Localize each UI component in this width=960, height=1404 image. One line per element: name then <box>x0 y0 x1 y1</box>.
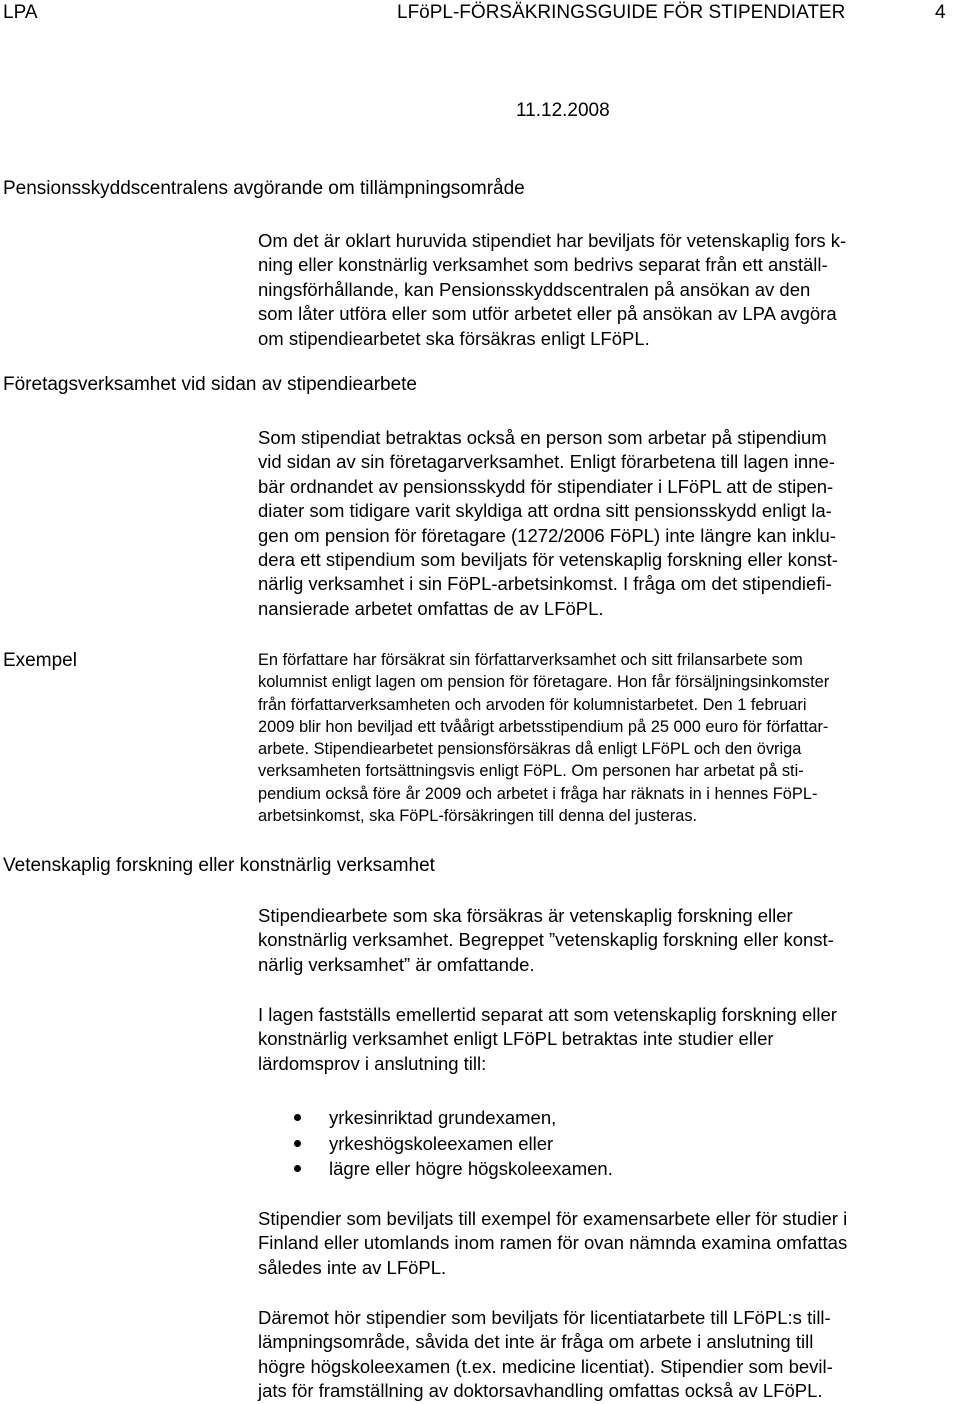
text-line: bär ordnandet av pensionsskydd för stipendiater i LFöPL att de stipen- <box>258 475 834 497</box>
text-line: lärdomsprov i anslutning till: <box>258 1052 487 1074</box>
bullet-list <box>258 1105 613 1182</box>
header-org: LPA <box>3 2 38 23</box>
section-heading-business: Företagsverksamhet vid sidan av stipendiearbete <box>3 374 418 395</box>
list-item <box>258 1156 613 1182</box>
text-line: ningsförhållande, kan Pensionsskyddscentralen på ansökan av den <box>258 278 811 300</box>
text-line: högre högskoleexamen (t.ex. medicine licentiat). Stipendier som bevil- <box>258 1355 833 1377</box>
header-date: 11.12.2008 <box>516 100 610 121</box>
bullet-icon <box>294 1114 301 1121</box>
text-line: Däremot hör stipendier som beviljats för licentiatarbete till LFöPL:s till- <box>258 1307 831 1328</box>
example-text <box>258 649 948 827</box>
text-line: Som stipendiat betraktas också en person som arbetar på stipendium <box>258 427 827 448</box>
text-line: vid sidan av sin företagarverksamhet. Enligt förarbetena till lagen inne- <box>258 451 835 473</box>
text-line: konstnärlig verksamhet enligt LFöPL betraktas inte studier eller <box>258 1028 774 1050</box>
paragraph-business <box>258 426 948 621</box>
text-line: närlig verksamhet” är omfattande. <box>258 953 535 975</box>
text-line: ning eller konstnärlig verksamhet som bedrivs separat från ett anställ- <box>258 254 828 276</box>
example-heading: Exempel <box>3 650 77 671</box>
paragraph-research-4 <box>258 1306 948 1404</box>
text-line: Om det är oklart huruvida stipendiet har beviljats för vetenskaplig fors k- <box>258 230 847 251</box>
text-line: diater som tidigare varit skyldiga att ordna sitt pensionsskydd enligt la- <box>258 500 832 522</box>
section-heading-research: Vetenskaplig forskning eller konstnärlig verksamhet <box>3 855 435 876</box>
text-line: Finland eller utomlands inom ramen för ovan nämnda examina omfattas <box>258 1232 848 1254</box>
text-line: I lagen fastställs emellertid separat att som vetenskaplig forskning eller <box>258 1004 837 1025</box>
list-item-text: yrkeshögskoleexamen eller <box>329 1132 554 1154</box>
paragraph-research-3 <box>258 1207 948 1280</box>
text-line: lämpningsområde, såvida det inte är fråga om arbete i anslutning till <box>258 1331 814 1353</box>
text-line: konstnärlig verksamhet. Begreppet ”vetenskaplig forskning eller konst- <box>258 929 834 951</box>
text-line: En författare har försäkrat sin författarverksamhet och sitt frilansarbete som <box>258 651 803 669</box>
text-line: som låter utföra eller som utför arbetet eller på ansökan av LPA avgöra <box>258 303 837 325</box>
paragraph-research-2 <box>258 1003 948 1076</box>
list-item <box>258 1105 613 1131</box>
list-item-text: yrkesinriktad grundexamen, <box>329 1107 557 1128</box>
paragraph-decision <box>258 229 948 351</box>
text-line: Stipendiearbete som ska försäkras är vetenskaplig forskning eller <box>258 905 793 926</box>
text-line: om stipendiearbetet ska försäkras enligt LFöPL. <box>258 327 650 349</box>
header-title: LFöPL-FÖRSÄKRINGSGUIDE FÖR STIPENDIATER <box>397 2 846 23</box>
paragraph-research-1 <box>258 904 948 977</box>
text-line: närlig verksamhet i sin FöPL-arbetsinkomst. I fråga om det stipendiefi- <box>258 573 832 595</box>
text-line: således inte av LFöPL. <box>258 1256 447 1278</box>
section-heading-decision: Pensionsskyddscentralens avgörande om tillämpningsområde <box>3 178 525 199</box>
text-line: arbete. Stipendiearbetet pensionsförsäkras då enligt LFöPL och den övriga <box>258 740 802 759</box>
bullet-icon <box>294 1165 301 1172</box>
text-line: dera ett stipendium som beviljats för vetenskaplig forskning eller konst- <box>258 549 838 571</box>
text-line: från författarverksamheten och arvoden för kolumnistarbetet. Den 1 februari <box>258 695 807 714</box>
text-line: kolumnist enligt lagen om pension för företagare. Hon får försäljningsinkomster <box>258 673 830 692</box>
text-line: 2009 blir hon beviljad ett tvåårigt arbetsstipendium på 25 000 euro för författar- <box>258 717 829 736</box>
list-item <box>258 1131 613 1157</box>
text-line: Stipendier som beviljats till exempel för examensarbete eller för studier i <box>258 1208 848 1229</box>
text-line: arbetsinkomst, ska FöPL-försäkringen till denna del justeras. <box>258 807 698 826</box>
bullet-icon <box>294 1140 301 1147</box>
list-item-text: lägre eller högre högskoleexamen. <box>329 1158 613 1179</box>
text-line: verksamheten fortsättningsvis enligt FöPL. Om personen har arbetat på sti- <box>258 762 804 781</box>
page-number: 4 <box>935 2 946 23</box>
text-line: nansierade arbetet omfattas de av LFöPL. <box>258 597 604 619</box>
text-line: jats för framställning av doktorsavhandling omfattas också av LFöPL. <box>258 1380 823 1402</box>
text-line: gen om pension för företagare (1272/2006 FöPL) inte längre kan inklu- <box>258 524 836 546</box>
text-line: pendium också före år 2009 och arbetet i fråga har räknats in i hennes FöPL- <box>258 784 818 803</box>
